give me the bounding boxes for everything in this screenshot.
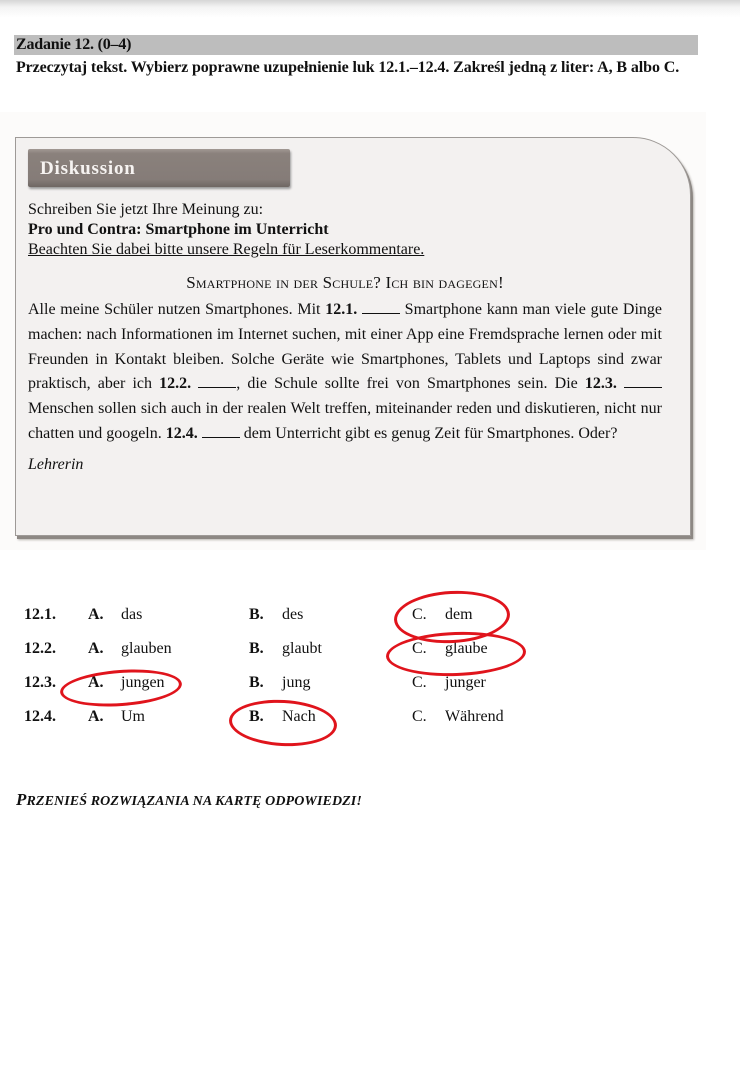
question-number: 12.2. — [24, 640, 56, 657]
option-a[interactable]: A. jungen — [88, 674, 165, 691]
question-number: 12.3. — [24, 674, 56, 691]
signature: Lehrerin — [28, 455, 84, 473]
option-c[interactable]: C. dem — [412, 606, 473, 623]
option-b[interactable]: B. glaubt — [249, 640, 322, 657]
option-b[interactable]: B. Nach — [249, 708, 316, 725]
question-number: 12.4. — [24, 708, 56, 725]
intro-line: Schreiben Sie jetzt Ihre Meinung zu: — [28, 201, 264, 218]
gap-label-12-3: 12.3. — [584, 375, 617, 393]
discussion-box — [15, 137, 691, 536]
text-part: Menschen sollen sich auch in der realen Welt treffen, miteinander reden und diskutieren, nicht nur chatten und googeln. — [28, 400, 662, 442]
discussion-badge: Diskussion — [28, 149, 290, 187]
gap-label-12-2: 12.2. — [159, 375, 192, 393]
answer-options — [24, 606, 544, 742]
option-a[interactable]: A. Um — [88, 708, 145, 725]
gap-blank — [624, 374, 662, 388]
gap-blank — [202, 424, 240, 438]
intro-topic: Pro und Contra: Smartphone im Unterricht — [28, 221, 329, 238]
article-text — [28, 298, 662, 447]
rules-link[interactable]: Beachten Sie dabei bitte unsere Regeln für Leserkommentare. — [28, 241, 425, 258]
answer-row-12-4 — [24, 708, 544, 742]
option-a[interactable]: A. das — [88, 606, 143, 623]
gap-label-12-1: 12.1. — [325, 301, 358, 318]
top-shadow — [0, 0, 740, 18]
option-c[interactable]: C. junger — [412, 674, 486, 691]
article-title: Smartphone in der Schule? Ich bin dagegen! — [186, 273, 504, 292]
option-c[interactable]: C. glaube — [412, 640, 488, 657]
answer-row-12-1 — [24, 606, 544, 640]
text-part: Alle meine Schüler nutzen Smartphones. Mit — [28, 301, 326, 318]
option-a[interactable]: A. glauben — [88, 640, 172, 657]
text-part: Smartphone kann man viele gute Dinge machen: nach Informationen im Internet suchen, mit einer App eine Fremdsprache lernen oder mit Freunden in Kontakt bleiben. Solche Geräte wie Smartphones, Tablets und Laptops sind zwar praktisch, aber ich — [28, 301, 663, 393]
task-header: Zadanie 12. (0–4) — [14, 35, 698, 55]
question-number: 12.1. — [24, 606, 56, 623]
task-instruction: Przeczytaj tekst. Wybierz poprawne uzupełnienie luk 12.1.–12.4. Zakreśl jedną z liter: A, B albo C. — [16, 59, 680, 76]
text-part: , die Schule sollte frei von Smartphones sein. Die — [236, 375, 585, 393]
answer-row-12-2 — [24, 640, 544, 674]
option-b[interactable]: B. jung — [249, 674, 311, 691]
discussion-body — [28, 200, 662, 475]
text-part: dem Unterricht gibt es genug Zeit für Smartphones. Oder? — [239, 424, 618, 442]
option-c[interactable]: C. Während — [412, 708, 504, 725]
answer-row-12-3 — [24, 674, 544, 708]
gap-label-12-4: 12.4. — [165, 424, 198, 442]
option-b[interactable]: B. des — [249, 606, 304, 623]
transfer-answers-note: PRZENIEŚ ROZWIĄZANIA NA KARTĘ ODPOWIEDZI! — [16, 790, 362, 809]
gap-blank — [362, 300, 400, 314]
gap-blank — [198, 374, 236, 388]
